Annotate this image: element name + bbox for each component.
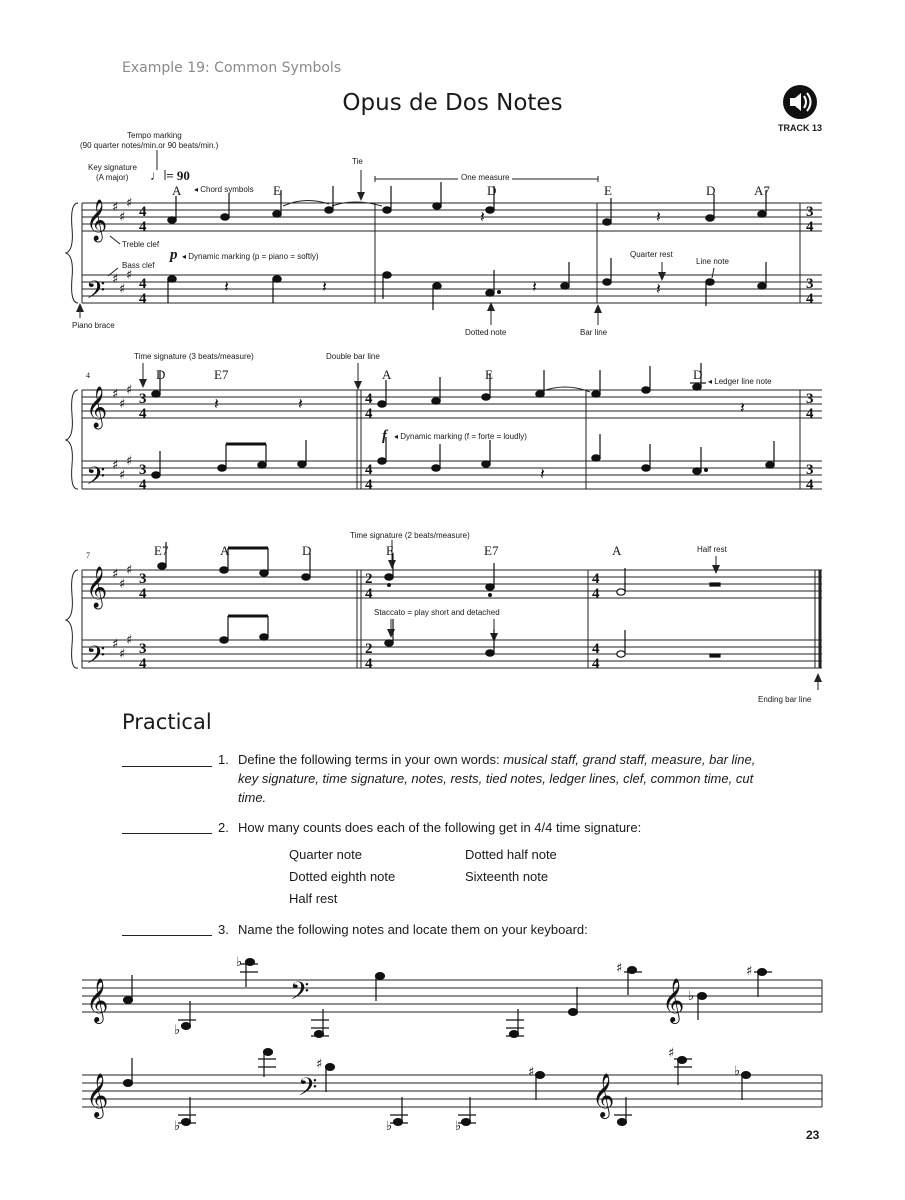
svg-text:♯: ♯ xyxy=(119,468,126,483)
svg-text:♯: ♯ xyxy=(119,647,126,662)
measure-number: 4 xyxy=(86,371,90,380)
ann-dynamic-f: Dynamic marking (f = forte = loudly) xyxy=(400,432,527,441)
svg-text:𝄞: 𝄞 xyxy=(86,1073,109,1117)
chord-symbol: A xyxy=(172,183,182,198)
svg-text:𝄞: 𝄞 xyxy=(86,387,108,428)
svg-text:𝄽: 𝄽 xyxy=(480,207,485,226)
svg-text:♯: ♯ xyxy=(119,577,126,592)
answer-blank-2[interactable] xyxy=(122,833,212,834)
svg-text:𝄽: 𝄽 xyxy=(532,277,537,296)
question-3-text: Name the following notes and locate them on your keyboard: xyxy=(238,922,588,937)
svg-text:♯: ♯ xyxy=(668,1046,675,1061)
chord-symbol: D xyxy=(693,367,703,382)
svg-text:4: 4 xyxy=(139,291,147,307)
svg-text:♯: ♯ xyxy=(119,397,126,412)
svg-text:♭: ♭ xyxy=(386,1119,393,1134)
ann-staccato: Staccato = play short and detached xyxy=(374,608,500,617)
svg-text:♯: ♯ xyxy=(126,563,133,578)
chord-symbol: D xyxy=(302,543,312,558)
svg-text:♯: ♯ xyxy=(616,961,623,976)
ann-bass-clef: Bass clef xyxy=(122,261,155,270)
svg-text:4: 4 xyxy=(806,406,814,422)
dynamic-p: p xyxy=(170,247,178,263)
ann-key-signature: Key signature xyxy=(88,163,137,172)
term-item: Dotted eighth note xyxy=(289,869,396,884)
chord-symbol: A7 xyxy=(754,183,770,198)
svg-text:♯: ♯ xyxy=(126,633,133,648)
svg-text:3: 3 xyxy=(806,276,814,292)
question-1-text: Define the following terms in your own words: xyxy=(238,752,504,767)
tempo-value: ♩ = 90 xyxy=(150,168,190,183)
ann-tempo-marking: Tempo marking xyxy=(127,131,182,140)
chord-symbol: A xyxy=(382,367,392,382)
chord-symbol: E7 xyxy=(154,543,169,558)
ann-piano-brace: Piano brace xyxy=(72,321,115,330)
chord-symbol: E xyxy=(485,367,493,382)
svg-text:4: 4 xyxy=(806,291,814,307)
svg-text:4: 4 xyxy=(806,477,814,493)
ann-bar-line: Bar line xyxy=(580,328,608,337)
piano-brace xyxy=(66,203,78,303)
ann-key-detail: (A major) xyxy=(96,173,129,182)
svg-text:♭: ♭ xyxy=(734,1064,741,1079)
svg-text:4: 4 xyxy=(139,204,147,220)
exercise-staff-1 xyxy=(82,980,822,1012)
svg-text:𝄢: 𝄢 xyxy=(86,641,106,676)
svg-text:♯: ♯ xyxy=(112,637,119,652)
quarter-rest-icon: 𝄽 xyxy=(224,277,229,296)
answer-blank-3[interactable] xyxy=(122,935,212,936)
track-label: TRACK 13 xyxy=(777,123,822,133)
svg-text:♭: ♭ xyxy=(236,955,243,970)
question-2-text: How many counts does each of the following get in 4/4 time signature: xyxy=(238,820,642,835)
svg-text:2: 2 xyxy=(365,571,373,587)
chord-symbol: E xyxy=(273,183,281,198)
measure-number: 7 xyxy=(86,551,90,560)
svg-text:3: 3 xyxy=(139,391,147,407)
svg-text:♯: ♯ xyxy=(112,458,119,473)
quarter-note-icon: ♩ xyxy=(150,168,167,183)
svg-text:♭: ♭ xyxy=(455,1119,462,1134)
svg-text:4: 4 xyxy=(365,586,373,602)
ann-ending-bar-line: Ending bar line xyxy=(758,695,812,704)
svg-text:♯: ♯ xyxy=(126,383,133,398)
svg-text:♯: ♯ xyxy=(119,210,126,225)
svg-text:♭: ♭ xyxy=(174,1119,181,1134)
svg-text:𝄢: 𝄢 xyxy=(298,1073,318,1108)
ann-line-note: Line note xyxy=(696,257,729,266)
svg-text:3: 3 xyxy=(139,571,147,587)
svg-text:3: 3 xyxy=(139,641,147,657)
svg-text:♯: ♯ xyxy=(746,964,753,979)
ann-treble-clef: Treble clef xyxy=(122,240,160,249)
ann-tempo-detail: (90 quarter notes/min.or 90 beats/min.) xyxy=(80,141,219,150)
system-2-bass-staff xyxy=(82,461,822,489)
svg-text:♯: ♯ xyxy=(126,196,133,211)
ann-one-measure: One measure xyxy=(458,173,512,183)
svg-text:4: 4 xyxy=(365,477,373,493)
svg-text:♯: ♯ xyxy=(126,268,133,283)
key-signature-icon: ♯ xyxy=(112,200,119,215)
treble-clef-icon: 𝄞 xyxy=(86,200,108,241)
question-2: 2. How many counts does each of the following get in 4/4 time signature: xyxy=(218,818,778,837)
svg-text:𝄞: 𝄞 xyxy=(662,978,685,1022)
svg-text:♯: ♯ xyxy=(119,282,126,297)
page-number: 23 xyxy=(806,1128,820,1142)
svg-text:𝄽: 𝄽 xyxy=(298,394,303,413)
svg-text:3: 3 xyxy=(806,204,814,220)
ann-half-rest: Half rest xyxy=(697,545,727,554)
ann-dynamic-p: Dynamic marking (p = piano = softly) xyxy=(188,252,319,261)
svg-text:𝄢: 𝄢 xyxy=(86,462,106,497)
svg-text:4: 4 xyxy=(592,586,600,602)
chord-symbol: E7 xyxy=(214,367,229,382)
svg-text:𝄽: 𝄽 xyxy=(540,464,545,483)
example-label: Example 19: Common Symbols xyxy=(122,60,342,76)
question-3: 3. Name the following notes and locate them on your keyboard: xyxy=(218,920,778,939)
answer-blank-1[interactable] xyxy=(122,766,212,767)
dynamic-f: f xyxy=(382,428,387,444)
ann-ledger-line-note: Ledger line note xyxy=(714,377,772,386)
svg-text:♯: ♯ xyxy=(316,1057,323,1072)
svg-text:3: 3 xyxy=(139,462,147,478)
svg-text:4: 4 xyxy=(806,219,814,235)
svg-text:𝄽: 𝄽 xyxy=(322,277,327,296)
svg-text:3: 3 xyxy=(806,391,814,407)
svg-text:4: 4 xyxy=(365,656,373,672)
svg-text:4: 4 xyxy=(139,219,147,235)
ann-dotted-note: Dotted note xyxy=(465,328,507,337)
svg-text:4: 4 xyxy=(139,477,147,493)
term-item: Half rest xyxy=(289,891,338,906)
chord-symbol: D xyxy=(156,367,166,382)
ann-time-signature-2: Time signature (2 beats/measure) xyxy=(350,531,470,540)
svg-text:♯: ♯ xyxy=(112,567,119,582)
ann-time-signature-3: Time signature (3 beats/measure) xyxy=(134,352,254,361)
svg-text:4: 4 xyxy=(139,656,147,672)
svg-text:4: 4 xyxy=(139,586,147,602)
chord-symbol: A xyxy=(612,543,622,558)
chord-symbol: E xyxy=(386,543,394,558)
chord-symbol: E xyxy=(604,183,612,198)
svg-text:𝄞: 𝄞 xyxy=(86,978,109,1022)
svg-text:4: 4 xyxy=(365,406,373,422)
ann-quarter-rest: Quarter rest xyxy=(630,250,673,259)
svg-text:♯: ♯ xyxy=(528,1065,535,1080)
svg-text:𝄢: 𝄢 xyxy=(290,977,310,1012)
svg-text:𝄽: 𝄽 xyxy=(656,207,661,226)
question-1-terms: musical staff, grand staff, measure, bar line, key signature, time signature, notes, rests, tied notes, ledger lines, clef, common time, cut time. xyxy=(238,752,756,805)
piece-title: Opus de Dos Notes xyxy=(342,90,563,116)
svg-text:4: 4 xyxy=(365,462,373,478)
svg-text:𝄞: 𝄞 xyxy=(592,1073,615,1117)
exercise-staff-2 xyxy=(82,1075,822,1107)
svg-text:♯: ♯ xyxy=(112,387,119,402)
svg-text:4: 4 xyxy=(592,656,600,672)
ann-tie: Tie xyxy=(352,157,363,166)
svg-text:4: 4 xyxy=(365,391,373,407)
svg-text:4: 4 xyxy=(592,641,600,657)
svg-text:♭: ♭ xyxy=(688,989,695,1004)
ann-chord-symbols: Chord symbols xyxy=(200,185,254,194)
svg-text:3: 3 xyxy=(806,462,814,478)
ann-double-bar-line: Double bar line xyxy=(326,352,380,361)
svg-text:4: 4 xyxy=(592,571,600,587)
chord-symbol: D xyxy=(706,183,716,198)
term-item: Sixteenth note xyxy=(465,869,549,884)
term-item: Quarter note xyxy=(289,847,362,862)
svg-text:𝄽: 𝄽 xyxy=(214,394,219,413)
svg-text:𝄞: 𝄞 xyxy=(86,567,108,608)
practical-heading: Practical xyxy=(122,710,212,734)
bass-clef-icon: 𝄢 xyxy=(86,276,106,311)
svg-text:♯: ♯ xyxy=(126,454,133,469)
chord-symbol: D xyxy=(487,183,497,198)
svg-text:2: 2 xyxy=(365,641,373,657)
svg-text:♭: ♭ xyxy=(174,1023,181,1038)
svg-text:4: 4 xyxy=(139,276,147,292)
svg-text:𝄽: 𝄽 xyxy=(740,398,745,417)
svg-text:♯: ♯ xyxy=(112,272,119,287)
system-2-treble-staff xyxy=(82,390,822,418)
svg-text:𝄽: 𝄽 xyxy=(656,279,661,298)
chord-symbol: A xyxy=(220,543,230,558)
question-1: 1. Define the following terms in your own words: musical staff, grand staff, measure, bar line, key signature, time signature, notes, rests, tied notes, ledger lines, clef, common time, cut time. xyxy=(218,752,756,805)
chord-symbol: E7 xyxy=(484,543,499,558)
svg-text:4: 4 xyxy=(139,406,147,422)
term-item: Dotted half note xyxy=(465,847,557,862)
